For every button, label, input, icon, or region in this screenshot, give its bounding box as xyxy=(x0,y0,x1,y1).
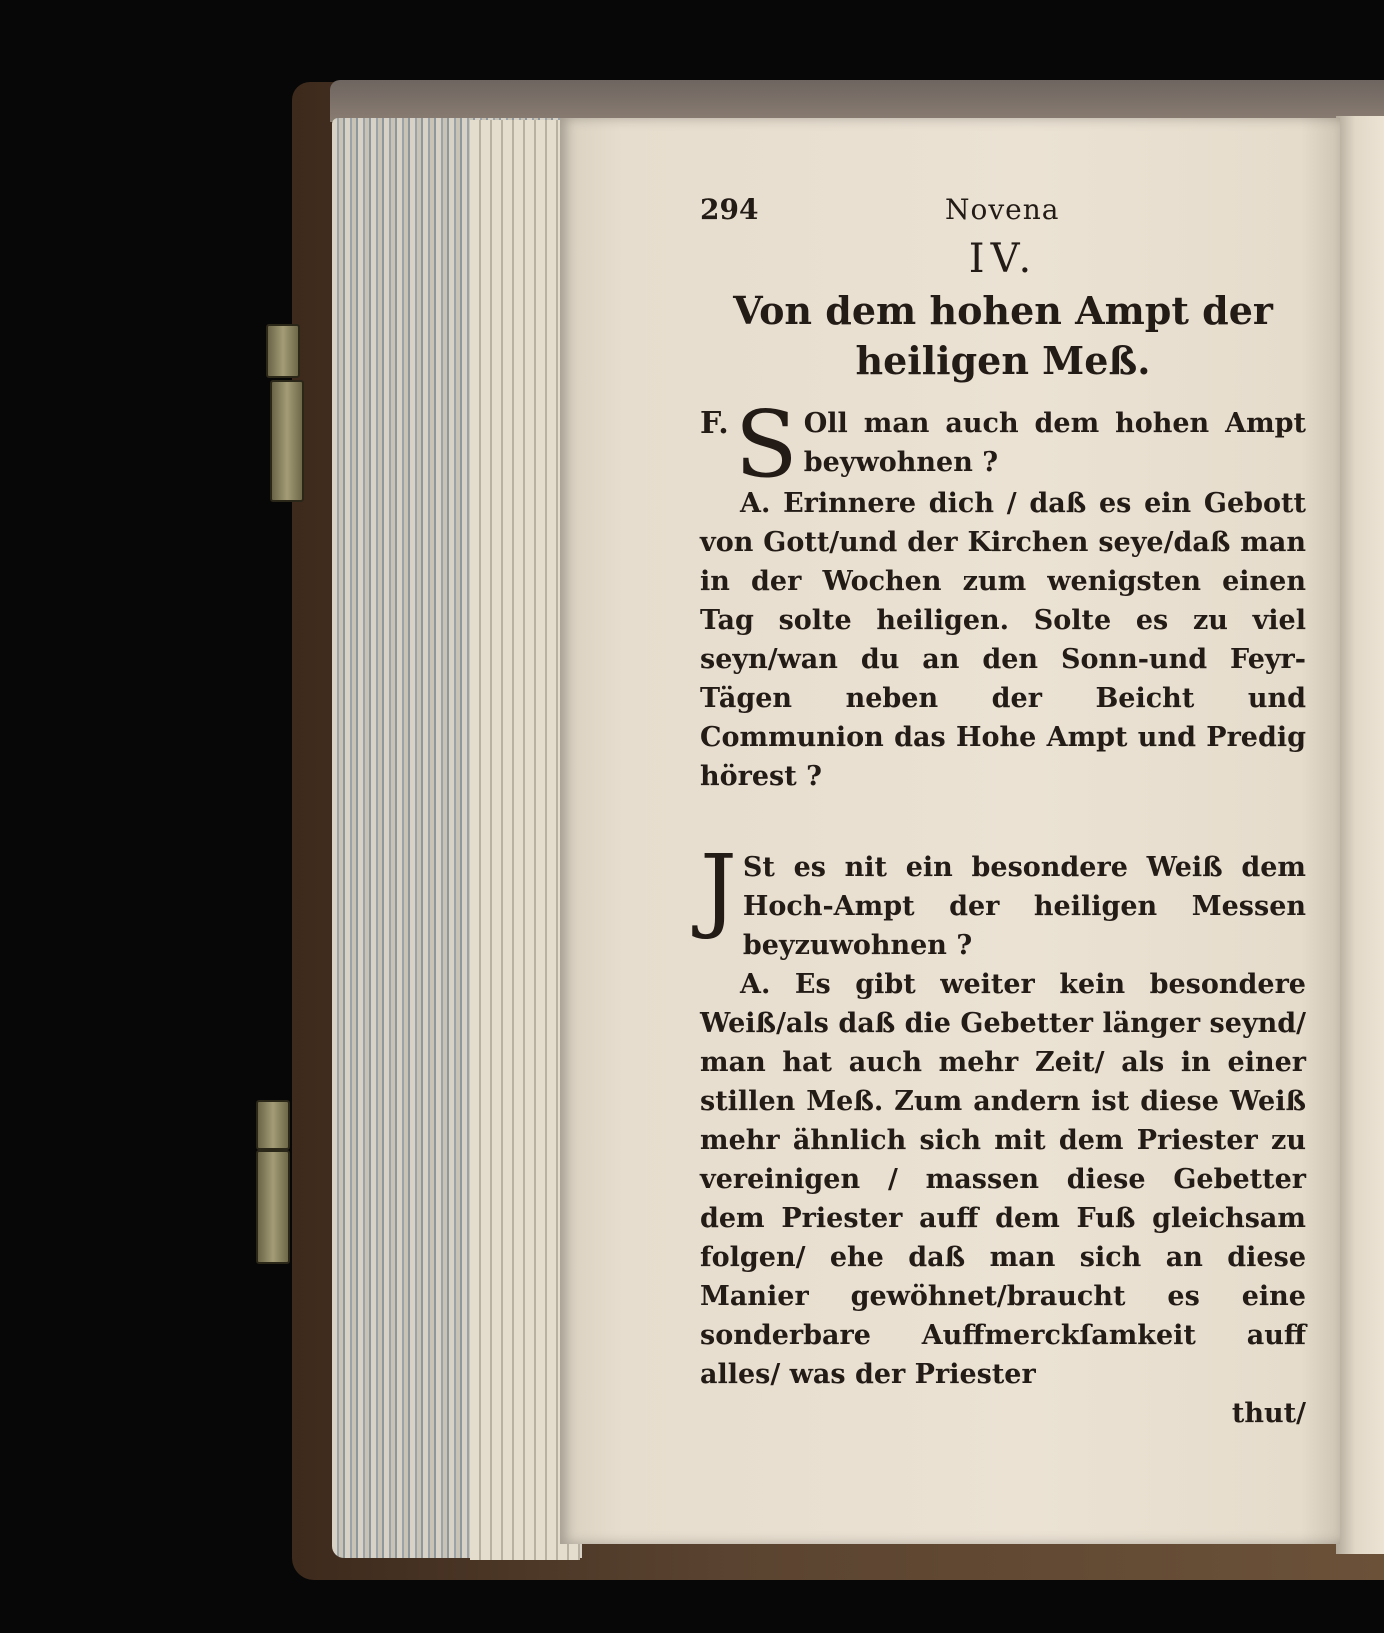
chapter-number: IV. xyxy=(968,236,1038,282)
facing-page-edge xyxy=(1336,116,1384,1554)
clasp-hinge-top-lower xyxy=(270,380,304,502)
catchword: thut/ xyxy=(1231,1398,1306,1429)
chapter-heading: Von dem hohen Ampt der heiligen Meß. xyxy=(733,288,1273,383)
answer-1 xyxy=(700,484,1306,796)
question-marker: F. xyxy=(700,406,729,441)
answer-2 xyxy=(700,965,1306,1394)
dropcap-2: J xyxy=(700,835,737,942)
clasp-hinge-bottom-lower xyxy=(256,1150,290,1264)
dropcap-1: S xyxy=(734,391,798,498)
page-header xyxy=(700,188,1306,230)
question-2 xyxy=(700,835,1306,965)
question-1 xyxy=(700,391,1306,498)
clasp-hinge-bottom xyxy=(256,1100,290,1150)
answer-1-text: A. Erinnere dich / daß es ein Gebott von Gott/und der Kirchen seye/daß man in der Wochen zum wenigsten einen Tag solte heiligen. Solte es zu viel seyn/wan du an den Sonn-und Feyr-Tägen neben der Beicht und Communion das Hohe Ampt und Predig hörest ? xyxy=(700,488,1306,792)
page-text xyxy=(700,188,1306,1433)
book-spine-top xyxy=(330,80,1384,122)
page-number: 294 xyxy=(700,192,759,226)
answer-2-text: A. Es gibt weiter kein besondere Weiß/als daß die Gebetter länger seynd/ man hat auch mehr Zeit/ als in einer stillen Meß. Zum andern ist diese Weiß mehr ähnlich sich mit dem Priester zu vereinigen / massen diese Gebetter dem Priester auff dem Fuß gleichsam folgen/ ehe daß man sich an diese Manier gewöhnet/braucht es eine sonderbare Auffmerckſamkeit auff alles/ was der Priester xyxy=(700,969,1306,1390)
running-title: Novena xyxy=(944,192,1060,226)
question-1-text: Oll man auch dem hohen Ampt beywohnen ? xyxy=(803,408,1306,478)
question-2-text: St es nit ein besondere Weiß dem Hoch-Ampt der heiligen Messen beyzuwohnen ? xyxy=(742,852,1306,961)
clasp-hinge-top xyxy=(266,324,300,378)
